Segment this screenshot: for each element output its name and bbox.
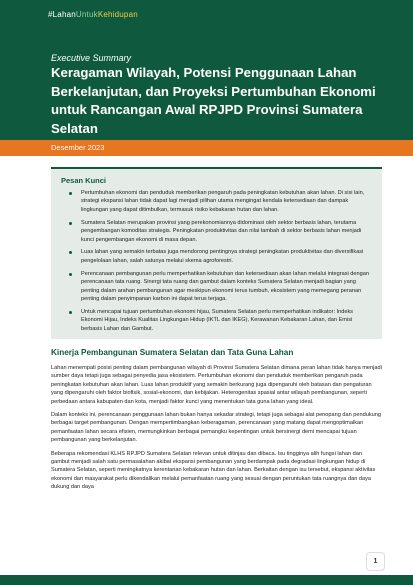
bullet-icon — [69, 251, 72, 254]
key-messages-title: Pesan Kunci — [61, 176, 107, 185]
section-body — [51, 364, 382, 497]
key-messages-box — [51, 167, 382, 339]
header-banner — [0, 0, 413, 140]
key-message-item — [69, 308, 374, 333]
key-message-text: Luas lahan yang semakin terbatas juga mendorong pentingnya strategi peningkatan produktivitas dan diversifikasi pengelolaan lahan, salah satunya melalui skema agroforestri. — [81, 249, 364, 264]
key-message-item — [69, 189, 374, 214]
body-paragraph: Lahan menempati posisi penting dalam pembangunan wilayah di Provinsi Sumatera Selatan dimana peran lahan tidak hanya menjadi sumber daya tetapi juga sebagai penyedia jasa ekosistem. Pertumbuhan ekonomi dan penduduk memberikan pengaruh pada peningkatan kebutuhan akan lahan. Luas lahan produktif yang semakin berkurang juga dipengaruhi oleh batasan dan pengaturan yang dipengaruhi oleh faktor biofisik, sosial-ekonomi, dan kebijakan. Heterogenitas spasial antar wilayah pembangunan, seperti perbedaan antara kabupaten dan kota, menjadi faktor kunci yang menentukan tata guna lahan yang ideal. — [51, 365, 382, 405]
page-title: Keragaman Wilayah, Potensi Penggunaan Lahan Berkelanjutan, dan Proyeksi Pertumbuhan Ekonomi untuk Rancangan Awal RPJPD Provinsi Sumatera Selatan — [51, 65, 376, 136]
hashtag-prefix: #Lahan — [48, 10, 76, 19]
key-message-item — [69, 219, 374, 244]
key-messages-list — [69, 189, 374, 338]
footer-bar — [0, 575, 413, 585]
page-number: 1 — [367, 553, 384, 570]
hashtag-suffix: Kehidupan — [97, 10, 138, 19]
publication-date: Desember 2023 — [51, 143, 105, 152]
bullet-icon — [69, 222, 72, 225]
hashtag-middle: Untuk — [75, 10, 98, 19]
key-message-text: Sumatera Selatan merupakan provinsi yang perekonomiannya didominasi oleh sektor berbasis lahan, terutama pengembangan komoditas strategis. Peningkatan produktivitas dan nilai tambah di sektor berbasis lahan menjadi kunci pengembangan ekonomi di masa depan. — [81, 219, 362, 243]
body-paragraph: Beberapa rekomendasi KLHS RPJPD Sumatera Selatan relevan untuk ditinjau dan dibaca. Isu tingginya alih fungsi lahan dan gambut menjadi salah satu permasalahan akibat ekspansi pembangunan yang berdampak pada degradasi lingkungan hidup di Sumatera Selatan, seperti meningkatnya kerentanan kebakaran hutan dan lahan. Berkaitan dengan isu tersebut, ekspansi aktivitas ekonomi dan masyarakat perlu dikendalikan melalui pemanfaatan ruang yang sesuai dengan peruntukan tata ruangnya dan daya dukung dan daya — [51, 450, 376, 491]
key-message-item — [69, 248, 374, 265]
hashtag — [48, 10, 138, 19]
bullet-icon — [69, 311, 72, 314]
document-type: Executive Summary — [51, 53, 132, 63]
key-message-text: Perencanaan pembangunan perlu memperhatikan kebutuhan dan ketersediaan akan lahan melalui integrasi dengan perencanaan tata ruang. Sinergi tata ruang dan gambut dalam konteks Sumatera Selatan menjadi bagian yang penting dalam arahan pembangunan agar meskipun ekonomi terus tumbuh, ekosistem yang memegang peranan penting dalam penyimpanan karbon ini dapat terus terjaga. — [81, 270, 369, 302]
bullet-icon — [69, 192, 72, 195]
body-paragraph: Dalam konteks ini, perencanaan penggunaan lahan bukan hanya sekadar strategi, tetapi juga sebagai alat penopang dan pendukung berbagai target pembangunan. Dengan mempertimbangkan keberagaman, perencanaan yang matang dapat mengoptimalkan pemanfaatan lahan secara efisien, memungkinkan berbagai pemangku kepentingan untuk bersinergi demi mencapai tujuan pembangunan yang berkelanjutan. — [51, 412, 381, 444]
date-band — [0, 140, 413, 156]
section-title: Kinerja Pembangunan Sumatera Selatan dan Tata Guna Lahan — [51, 348, 294, 357]
key-message-text: Pertumbuhan ekonomi dan penduduk memberikan pengaruh pada peningkatan kebutuhan akan lahan. Di sisi lain, strategi ekspansi lahan tidak dapat lagi menjadi pilihan utama mengingat kendala ketersediaan dan dampak lingkungan yang dapat ditimbulkan, termasuk risiko kebakaran hutan dan lahan. — [81, 190, 365, 213]
bullet-icon — [69, 273, 72, 276]
key-message-item — [69, 270, 374, 304]
key-message-text: Untuk mencapai tujuan pertumbuhan ekonomi hijau, Sumatera Selatan perlu memperhatikan indikator: Indeks Ekonomi Hijau, Indeks Kualitas Lingkungan Hidup (IKTL dan IKEG), Kerawanan Kebakaran Lahan, dan Emisi berbasis Lahan dan Gambut. — [81, 308, 354, 332]
